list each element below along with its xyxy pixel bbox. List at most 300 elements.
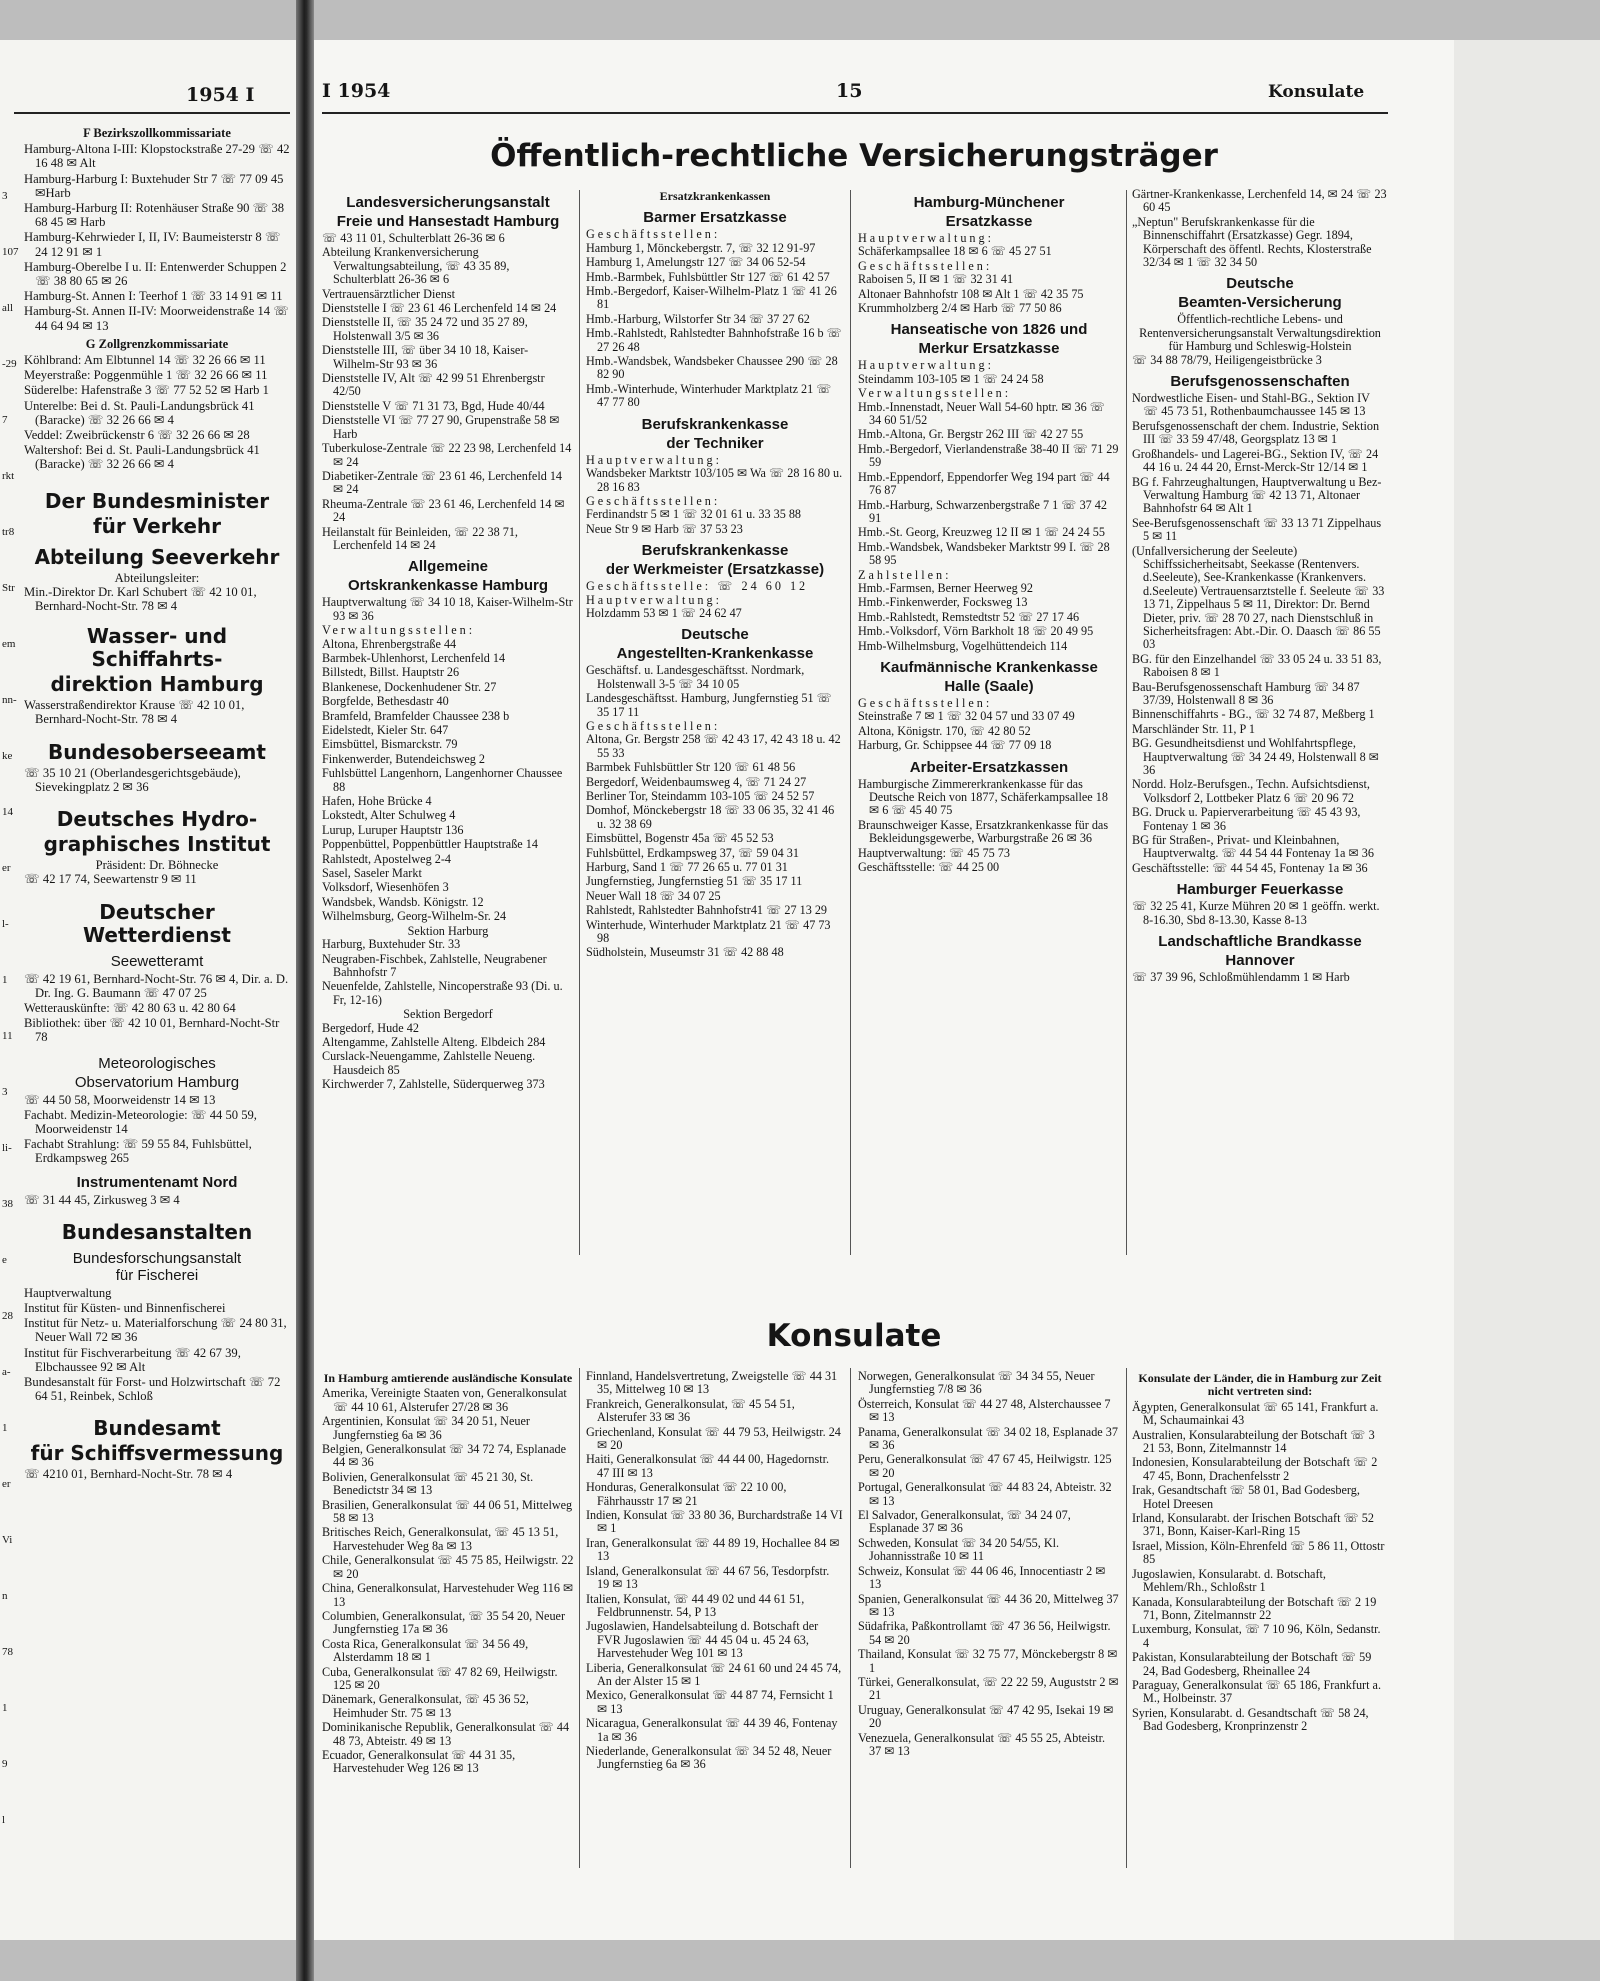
entry: Syrien, Konsularabt. d. Gesandtschaft ☏ 58 24, Bad Godesberg, Kronprinzenstr 2: [1132, 1705, 1369, 1734]
column-rule: [1126, 190, 1127, 1255]
entry: (Unfallversicherung der Seeleute) Schiffssicherheitsabt, Seekasse (Rentenvers. d.Seeleute), See-Krankenkasse (Krankenvers. d.Seeleute) Vertrauensarztstelle f. Seeleute ☏ 33 13 71, Zippelhaus 5 ✉ 11, Direktor: Dr. Bernd Dieter, priv. ☏ 28 70 27, nach Dienstschluß in Sicherheitsfragen: Abt.-Dir. O. Daasch ☏ 86 55 03: [1132, 543, 1385, 652]
entry: Fachabt. Medizin-Meteorologie: ☏ 44 50 59, Moorweidenstr 14: [24, 1107, 257, 1136]
entry: Landesgeschäftsst. Hamburg, Jungfernstieg 51 ☏ 35 17 11: [586, 691, 832, 719]
entry: Gärtner-Krankenkasse, Lerchenfeld 14, ✉ 24 ☏ 23 60 45: [1132, 187, 1387, 215]
entry: Institut für Netz- u. Materialforschung ☏ 24 80 31, Neuer Wall 72 ✉ 36: [24, 1316, 287, 1345]
edge-mark: 14: [2, 806, 13, 818]
entry: Frankreich, Generalkonsulat, ☏ 45 54 51, Alsterufer 33 ✉ 36: [586, 1396, 795, 1425]
entry: Südafrika, Paßkontrollamt ☏ 47 36 56, Heilwigstr. 54 ✉ 20: [858, 1619, 1111, 1647]
entry: Neue Str 9 ✉ Harb ☏ 37 53 23: [586, 521, 743, 536]
entry: Finkenwerder, Butendeichsweg 2: [322, 751, 485, 766]
entry: Institut für Fischverarbeitung ☏ 42 67 39, Elbchaussee 92 ✉ Alt: [24, 1345, 241, 1374]
entry: Irland, Konsularabt. der Irischen Botschaft ☏ 52 371, Bonn, Kaiser-Karl-Ring 15: [1132, 1511, 1374, 1539]
edge-mark: Str: [2, 582, 15, 594]
edge-mark: a-: [2, 1366, 11, 1378]
entry: Veddel: Zweibrückenstr 6 ☏ 32 26 66 ✉ 28: [24, 428, 250, 443]
left-page-header: 1954 I: [186, 84, 255, 106]
page-number: 15: [836, 80, 863, 102]
section-heading: Beamten-Versicherung: [1178, 294, 1342, 312]
konsulate-column-3: [858, 1370, 1120, 1759]
entry: Haiti, Generalkonsulat ☏ 44 44 00, Hagedornstr. 47 III ✉ 13: [586, 1452, 830, 1480]
entry: Indien, Konsulat ☏ 33 80 36, Burchardstraße 14 VI ✉ 1: [586, 1508, 843, 1536]
section-heading: Hannover: [1225, 952, 1295, 970]
entry: ☏ 4210 01, Bernhard-Nocht-Str. 78 ✉ 4: [24, 1467, 233, 1482]
entry: Hmb.-Winterhude, Winterhuder Marktplatz 21 ☏ 47 77 80: [586, 381, 832, 410]
entry: Harburg, Buxtehuder Str. 33: [322, 937, 461, 952]
entry: See-Berufsgenossenschaft ☏ 33 13 71 Zippelhaus 5 ✉ 11: [1132, 515, 1382, 544]
right-page: [314, 40, 1454, 1940]
subtitle: Bundesforschungsanstalt: [72, 1249, 242, 1267]
entry: Hamburg-Harburg I: Buxtehuder Str 7 ☏ 77 09 45 ✉Harb: [24, 171, 284, 200]
entry: Dienststelle IV, Alt ☏ 42 99 51 Ehrenbergstr 42/50: [322, 371, 545, 399]
centered-line: Sektion Harburg: [407, 923, 489, 938]
column-rule: [850, 1368, 851, 1868]
edge-mark: 38: [2, 1198, 13, 1210]
spaced-label: Hauptverwaltung:: [858, 358, 994, 373]
column-rule: [579, 190, 580, 1255]
entry: Harburg, Gr. Schippsee 44 ☏ 77 09 18: [858, 738, 1052, 753]
entry: Unterelbe: Bei d. St. Pauli-Landungsbrück 41 (Baracke) ☏ 32 26 66 ✉ 4: [24, 398, 255, 427]
entry: Ägypten, Generalkonsulat ☏ 65 141, Frankfurt a. M, Schaumainkai 43: [1132, 1399, 1379, 1428]
entry: Hmb.-Eppendorf, Eppendorfer Weg 194 part ☏ 44 76 87: [858, 469, 1110, 498]
konsulate-column-4: [1132, 1370, 1388, 1735]
entry: Belgien, Generalkonsulat ☏ 34 72 74, Esplanade 44 ✉ 36: [322, 1442, 567, 1470]
insurers-column-3: [858, 188, 1120, 875]
entry: Altona, Ehrenbergstraße 44: [322, 636, 457, 651]
entry: Bau-Berufsgenossenschaft Hamburg ☏ 34 87 37/39, Holstenwall 8 ✉ 36: [1132, 679, 1360, 707]
entry: Hmb.-Wandsbek, Wandsbeker Chaussee 290 ☏ 28 82 90: [586, 354, 838, 382]
edge-mark: 1: [2, 1702, 8, 1714]
entry: ☏ 37 39 96, Schloßmühlendamm 1 ✉ Harb: [1132, 970, 1350, 985]
section-heading: Landschaftliche Brandkasse: [1158, 933, 1362, 951]
entry: El Salvador, Generalkonsulat, ☏ 34 24 07, Esplanade 37 ✉ 36: [858, 1508, 1071, 1536]
entry: Hmb.-Barmbek, Fuhlsbüttler Str 127 ☏ 61 42 57: [586, 269, 830, 284]
entry: Dienststelle I ☏ 23 61 46 Lerchenfeld 14 ✉ 24: [322, 301, 557, 316]
entry: Australien, Konsularabteilung der Botschaft ☏ 3 21 53, Bonn, Zitelmannstr 14: [1132, 1427, 1375, 1456]
spaced-label: Geschäftsstellen:: [586, 718, 721, 733]
section-subheading: In Hamburg amtierende ausländische Konsulate: [323, 1371, 573, 1385]
entry: Venezuela, Generalkonsulat ☏ 45 55 25, Abteistr. 37 ✉ 13: [858, 1730, 1106, 1758]
entry: Bramfeld, Bramfelder Chaussee 238 b: [322, 708, 510, 723]
entry: Cuba, Generalkonsulat ☏ 47 82 69, Heilwigstr. 125 ✉ 20: [322, 1664, 558, 1692]
entry: Heilanstalt für Beinleiden, ☏ 22 38 71, Lerchenfeld 14 ✉ 24: [322, 524, 518, 552]
entry: Süderelbe: Hafenstraße 3 ☏ 77 52 52 ✉ Harb 1: [24, 383, 269, 398]
entry: Hamburgische Zimmererkrankenkasse für das Deutsche Reich von 1877, Schäferkampsallee 18 ✉ 6 ☏ 45 40 75: [858, 776, 1108, 818]
entry: Geschäftsf. u. Landesgeschäftsst. Nordmark, Holstenwall 3-5 ☏ 34 10 05: [586, 663, 805, 691]
section-heading: direktion Hamburg: [50, 672, 264, 697]
entry: Irak, Gesandtschaft ☏ 58 01, Bad Godesberg, Hotel Dreesen: [1132, 1483, 1360, 1511]
edge-mark: 1: [2, 1422, 8, 1434]
centered-line: Sektion Bergedorf: [403, 1007, 493, 1022]
entry: Min.-Direktor Dr. Karl Schubert ☏ 42 10 01, Bernhard-Nocht-Str. 78 ✉ 4: [24, 584, 257, 614]
left-page-column: [24, 122, 290, 1483]
edge-mark: Vi: [2, 1534, 13, 1546]
entry: Hmb.-Bergedorf, Kaiser-Wilhelm-Platz 1 ☏ 41 26 81: [586, 284, 837, 312]
section-heading: Hamburger Feuerkasse: [1176, 881, 1344, 899]
spaced-label: Verwaltungsstellen:: [322, 623, 476, 638]
entry: Lokstedt, Alter Schulweg 4: [322, 808, 456, 823]
entry: Wandsbeker Marktstr 103/105 ✉ Wa ☏ 28 16 80 u. 28 16 83: [586, 466, 843, 494]
entry: Pakistan, Konsularabteilung der Botschaft ☏ 59 24, Bad Godesberg, Rheinallee 24: [1132, 1650, 1372, 1678]
entry: Bergedorf, Weidenbaumsweg 4, ☏ 71 24 27: [586, 774, 807, 789]
entry: Rahlstedt, Rahlstedter Bahnhofstr41 ☏ 27 13 29: [586, 903, 828, 918]
entry: ☏ 44 50 58, Moorweidenstr 14 ✉ 13: [24, 1092, 216, 1107]
edge-mark: all: [2, 302, 13, 314]
entry: China, Generalkonsulat, Harvestehuder Weg 116 ✉ 13: [322, 1581, 574, 1609]
edge-mark: 3: [2, 1086, 8, 1098]
edge-mark: nn-: [2, 694, 17, 706]
edge-mark: rkt: [2, 470, 15, 482]
edge-mark: l-: [2, 918, 9, 930]
spaced-label: Geschäftsstellen:: [586, 493, 721, 508]
entry: Hmb.-Wandsbek, Wandsbeker Marktstr 99 I. ☏ 28 58 95: [858, 539, 1110, 568]
entry: Meyerstraße: Poggenmühle 1 ☏ 32 26 66 ✉ 11: [24, 368, 268, 383]
entry: Schweden, Konsulat ☏ 34 20 54/55, Kl. Johannisstraße 10 ✉ 11: [858, 1535, 1060, 1564]
entry: Berliner Tor, Steindamm 103-105 ☏ 24 52 57: [586, 789, 815, 803]
entry: Steinstraße 7 ✉ 1 ☏ 32 04 57 und 33 07 49: [858, 709, 1075, 724]
entry: Hamburg 1, Mönckebergstr. 7, ☏ 32 12 91-97: [586, 240, 816, 255]
entry: Finnland, Handelsvertretung, Zweigstelle ☏ 44 31 35, Mittelweg 10 ✉ 13: [586, 1369, 838, 1397]
entry: Sasel, Saseler Markt: [322, 866, 422, 881]
entry: Hauptverwaltung: [24, 1285, 112, 1300]
entry: Panama, Generalkonsulat ☏ 34 02 18, Esplanade 37 ✉ 36: [858, 1424, 1118, 1453]
entry: Kirchwerder 7, Zahlstelle, Süderquerweg 373: [322, 1077, 545, 1092]
entry: BG für Straßen-, Privat- und Kleinbahnen, Hauptverwaltg. ☏ 44 54 44 Fontenay 1a ✉ 36: [1132, 833, 1374, 861]
entry: Binnenschiffahrts - BG., ☏ 32 74 87, Meßberg 1: [1132, 707, 1375, 722]
entry: Hamburg 1, Amelungstr 127 ☏ 34 06 52-54: [586, 255, 806, 270]
entry: Hmb.-Finkenwerder, Focksweg 13: [858, 595, 1028, 610]
entry: Dienststelle V ☏ 71 31 73, Bgd, Hude 40/44: [322, 398, 545, 413]
section-heading: Deutsche: [681, 626, 749, 644]
edge-mark: n: [2, 1590, 8, 1602]
entry: Dienststelle III, ☏ über 34 10 18, Kaiser-Wilhelm-Str 93 ✉ 36: [322, 343, 529, 371]
section-heading: Deutsches Hydro-: [56, 807, 258, 832]
section-heading: für Verkehr: [92, 513, 221, 538]
section-heading: graphisches Institut: [43, 832, 271, 857]
entry: Blankenese, Dockenhudener Str. 27: [322, 679, 497, 694]
entry: Hafen, Hohe Brücke 4: [322, 794, 432, 809]
edge-mark: er: [2, 862, 11, 874]
entry: Neuer Wall 18 ☏ 34 07 25: [586, 888, 721, 903]
spaced-label: Geschäftsstelle: ☏ 24 60 12: [586, 579, 809, 594]
entry: Braunschweiger Kasse, Ersatzkrankenkasse für das Bekleidungsgewerbe, Warburgstraße 26 ✉ 36: [858, 817, 1109, 846]
entry: Hamburg-Altona I-III: Klopstockstraße 27-29 ☏ 42 16 48 ✉ Alt: [24, 142, 290, 171]
entry: Dienststelle II, ☏ 35 24 72 und 35 27 89, Holstenwall 3/5 ✉ 36: [322, 315, 528, 343]
edge-mark: 11: [2, 1030, 13, 1042]
entry: Geschäftsstelle: ☏ 44 54 45, Fontenay 1a ✉ 36: [1132, 860, 1368, 875]
entry: Barmbek Fuhlsbüttler Str 120 ☏ 61 48 56: [586, 760, 796, 775]
section-heading: Meteorologisches: [98, 1054, 216, 1072]
subtitle: Präsident: Dr. Böhnecke: [95, 858, 219, 873]
entry: Hmb.-Volksdorf, Vörn Barkholt 18 ☏ 20 49 95: [858, 624, 1094, 639]
spaced-label: Hauptverwaltung:: [858, 231, 994, 245]
entry: Columbien, Generalkonsulat, ☏ 35 54 20, Neuer Jungfernstieg 17a ✉ 36: [322, 1608, 566, 1637]
column-rule: [850, 190, 851, 1255]
section-heading: der Techniker: [666, 434, 764, 452]
entry: Eimsbüttel, Bogenstr 45a ☏ 45 52 53: [586, 831, 774, 846]
entry: Krummholzberg 2/4 ✉ Harb ☏ 77 50 86: [858, 301, 1062, 316]
section-heading: der Werkmeister (Ersatzkasse): [605, 561, 825, 579]
entry: Costa Rica, Generalkonsulat ☏ 34 56 49, Alsterdamm 18 ✉ 1: [322, 1636, 529, 1665]
entry: Dominikanische Republik, Generalkonsulat ☏ 44 48 73, Abteistr. 49 ✉ 13: [322, 1720, 570, 1748]
entry: Tuberkulose-Zentrale ☏ 22 23 98, Lerchenfeld 14 ✉ 24: [322, 441, 572, 469]
entry: BG. Druck u. Papierverarbeitung ☏ 45 43 93, Fontenay 1 ✉ 36: [1132, 805, 1361, 833]
edge-mark: e: [2, 1254, 7, 1266]
entry: Italien, Konsulat, ☏ 44 49 02 und 44 61 51, Feldbrunnenstr. 54, P 13: [586, 1591, 805, 1619]
konsulate-title: Konsulate: [766, 1318, 942, 1354]
section-heading: Berufskrankenkasse: [641, 542, 789, 560]
edge-mark: l: [2, 1814, 6, 1826]
entry: Portugal, Generalkonsulat ☏ 44 83 24, Abteistr. 32 ✉ 13: [858, 1480, 1112, 1508]
section-heading: Arbeiter-Ersatzkassen: [909, 758, 1069, 776]
entry: Altonaer Bahnhofstr 108 ✉ Alt 1 ☏ 42 35 75: [858, 286, 1084, 301]
entry: „Neptun" Berufskrankenkasse für die Binnenschiffahrt (Ersatzkasse) Gegr. 1894, Körperschaft des öffentl. Rechts, Klosterstraße 32/34 ✉ 1 ☏ 32 34 50: [1132, 214, 1372, 270]
entry: Liberia, Generalkonsulat ☏ 24 61 60 und 24 45 74, An der Alster 15 ✉ 1: [586, 1660, 842, 1688]
entry: Neugraben-Fischbek, Zahlstelle, Neugrabener Bahnhofstr 7: [322, 951, 547, 979]
entry: Ferdinandstr 5 ✉ 1 ☏ 32 01 61 u. 33 35 88: [586, 507, 802, 522]
section-heading: Hamburg-Münchener: [913, 194, 1065, 211]
entry: Marschländer Str. 11, P 1: [1132, 721, 1255, 736]
edge-mark: 107: [2, 246, 19, 258]
entry: Uruguay, Generalkonsulat ☏ 47 42 95, Isekai 19 ✉ 20: [858, 1702, 1114, 1731]
section-heading: Berufsgenossenschaften: [1170, 373, 1350, 391]
entry: Hamburg-St. Annen II-IV: Moorweidenstraße 14 ☏ 44 64 94 ✉ 13: [24, 304, 290, 333]
konsulate-column-2: [586, 1370, 844, 1773]
entry: ☏ 42 19 61, Bernhard-Nocht-Str. 76 ✉ 4, Dir. a. D. Dr. Ing. G. Baumann ☏ 47 07 25: [24, 971, 289, 1000]
entry: BG f. Fahrzeughaltungen, Hauptverwaltung u Bez-Verwaltung Hamburg ☏ 42 13 71, Altonaer Bahnhofstr 64 ✉ Alt 1: [1132, 474, 1382, 516]
spaced-label: Geschäftsstellen:: [858, 695, 993, 710]
spaced-label: Hauptverwaltung:: [586, 592, 722, 607]
section-subheading: Ersatzkrankenkassen: [659, 189, 771, 203]
edge-mark: li-: [2, 1142, 12, 1154]
spaced-label: Verwaltungsstellen:: [858, 386, 1012, 401]
header-rule: [322, 112, 1388, 114]
entry: Kanada, Konsularabteilung der Botschaft ☏ 2 19 71, Bonn, Zitelmannstr 22: [1132, 1594, 1377, 1622]
entry: Indonesien, Konsularabteilung der Botschaft ☏ 2 47 45, Bonn, Drachenfelsstr 2: [1132, 1455, 1378, 1483]
entry: ☏ 42 17 74, Seewartenstr 9 ✉ 11: [24, 872, 197, 887]
left-page: [0, 40, 296, 1940]
entry: Eidelstedt, Kieler Str. 647: [322, 723, 449, 737]
entry: Abteilung Krankenversicherung Verwaltungsabteilung, ☏ 43 35 89, Schulterblatt 26-36 ✉ 6: [322, 245, 510, 287]
entry: ☏ 34 88 78/79, Heiligengeistbrücke 3: [1132, 352, 1322, 367]
entry: Nordd. Holz-Berufsgen., Techn. Aufsichtsdienst, Volksdorf 2, Lottbeker Platz 6 ☏ 20 96 72: [1132, 777, 1370, 805]
section-heading: Bundesoberseeamt: [48, 739, 266, 764]
entry: Altona, Gr. Bergstr 258 ☏ 42 43 17, 42 43 18 u. 42 55 33: [586, 732, 841, 760]
entry: Hmb.-Innenstadt, Neuer Wall 54-60 hptr. ✉ 36 ☏ 34 60 51/52: [858, 399, 1105, 428]
insurers-column-1: [322, 188, 574, 1093]
entry: Neuenfelde, Zahlstelle, Nincoperstraße 93 (Di. u. Fr, 12-16): [322, 979, 563, 1007]
subtitle: Abteilungsleiter:: [114, 570, 200, 585]
entry: Lurup, Luruper Hauptstr 136: [322, 822, 464, 837]
insurers-column-4: [1132, 188, 1388, 986]
entry: Hmb.-St. Georg, Kreuzweg 12 II ✉ 1 ☏ 24 24 55: [858, 525, 1105, 540]
entry: Hmb.-Farmsen, Berner Heerweg 92: [858, 580, 1033, 595]
entry: Rheuma-Zentrale ☏ 23 61 46, Lerchenfeld 14 ✉ 24: [322, 496, 565, 525]
main-title: Öffentlich-rechtliche Versicherungsträger: [490, 138, 1218, 174]
section-heading: Wasser- und Schiffahrts-: [86, 624, 228, 672]
entry: Luxemburg, Konsulat, ☏ 7 10 96, Köln, Sedanstr. 4: [1132, 1622, 1381, 1650]
entry: Altengamme, Zahlstelle Alteng. Elbdeich 284: [322, 1034, 546, 1049]
entry: Eimsbüttel, Bismarckstr. 79: [322, 737, 458, 752]
edge-marks: [2, 190, 19, 1870]
entry: Hauptverwaltung: ☏ 45 75 73: [858, 845, 1010, 860]
entry: Institut für Küsten- und Binnenfischerei: [24, 1300, 226, 1315]
entry: Vertrauensärztlicher Dienst: [322, 286, 455, 301]
entry: Fachabt Strahlung: ☏ 59 55 84, Fuhlsbüttel, Erdkampsweg 265: [24, 1137, 252, 1166]
book-gutter: [296, 0, 314, 1981]
entry: Thailand, Konsulat ☏ 32 75 77, Mönckebergstr 8 ✉ 1: [858, 1647, 1118, 1675]
edge-mark: 7: [2, 414, 8, 426]
entry: Jungfernstieg, Jungfernstieg 51 ☏ 35 17 11: [586, 874, 803, 889]
entry: ☏ 32 25 41, Kurze Mühren 20 ✉ 1 geöffn. werkt. 8-16.30, Sbd 8-13.30, Kasse 8-13: [1132, 899, 1380, 927]
section-heading: Der Bundesminister: [44, 488, 270, 513]
entry: Rahlstedt, Apostelweg 2-4: [322, 851, 451, 866]
section-subheading: Konsulate der Länder, die in Hamburg zur Zeit nicht vertreten sind:: [1138, 1371, 1382, 1399]
section-heading: Berufskrankenkasse: [641, 415, 789, 433]
scanner-background: [1454, 40, 1600, 1940]
section-heading: Bundesamt: [93, 1416, 221, 1441]
edge-mark: er: [2, 1478, 11, 1490]
entry: Poppenbüttel, Poppenbüttler Hauptstraße 14: [322, 837, 538, 852]
section-heading: Landesversicherungsanstalt: [346, 194, 550, 211]
header-rule: [14, 112, 290, 114]
entry: Österreich, Konsulat ☏ 44 27 48, Alsterchaussee 7 ✉ 13: [858, 1396, 1111, 1425]
entry: Billstedt, Billst. Hauptstr 26: [322, 665, 460, 680]
section-heading: Deutsche: [1226, 275, 1294, 293]
entry: Hamburg-St. Annen I: Teerhof 1 ☏ 33 14 91 ✉ 11: [24, 289, 283, 304]
entry: Borgfelde, Bethesdastr 40: [322, 694, 449, 709]
entry: Hamburg-Kehrwieder I, II, IV: Baumeisterstr 8 ☏ 24 12 91 ✉ 1: [24, 230, 281, 259]
entry: Barmbek-Uhlenhorst, Lerchenfeld 14: [322, 650, 506, 665]
section-heading: Abteilung Seeverkehr: [34, 544, 280, 569]
entry: Paraguay, Generalkonsulat ☏ 65 186, Frankfurt a. M., Holbeinstr. 37: [1132, 1677, 1381, 1706]
entry: Dänemark, Generalkonsulat, ☏ 45 36 52, Heimhuder Str. 75 ✉ 13: [322, 1692, 529, 1720]
entry: Geschäftsstelle: ☏ 44 25 00: [858, 860, 1000, 875]
entry: Norwegen, Generalkonsulat ☏ 34 34 55, Neuer Jungfernstieg 7/8 ✉ 36: [858, 1369, 1095, 1397]
section-heading: Freie und Hansestadt Hamburg: [336, 213, 560, 230]
entry: Hmb.-Rahlstedt, Remstedtstr 52 ☏ 27 17 46: [858, 609, 1080, 624]
section-heading: Observatorium Hamburg: [74, 1073, 240, 1091]
entry: Hmb.-Harburg, Schwarzenbergstraße 7 1 ☏ 37 42 91: [858, 497, 1107, 525]
section-heading: F Bezirkszollkommissariate: [83, 126, 231, 140]
entry: Iran, Generalkonsulat ☏ 44 89 19, Hochallee 84 ✉ 13: [586, 1535, 840, 1564]
entry: BG. Gesundheitsdienst und Wohlfahrtspflege, Hauptverwaltung ☏ 34 24 49, Holstenwall 8 ✉ 36: [1132, 736, 1379, 778]
entry: Harburg, Sand 1 ☏ 77 26 65 u. 77 01 31: [586, 860, 788, 875]
entry: Hamburg-Oberelbe I u. II: Entenwerder Schuppen 2 ☏ 38 80 65 ✉ 26: [24, 259, 287, 289]
entry: Island, Generalkonsulat ☏ 44 67 56, Tesdorpfstr. 19 ✉ 13: [586, 1563, 830, 1592]
edge-mark: 28: [2, 1310, 13, 1322]
entry: Amerika, Vereinigte Staaten von, Generalkonsulat ☏ 44 10 61, Alsterufer 27/28 ✉ 36: [322, 1386, 567, 1414]
section-heading: Kaufmännische Krankenkasse: [880, 658, 1098, 676]
entry: BG. für den Einzelhandel ☏ 33 05 24 u. 33 51 83, Raboisen 8 ✉ 1: [1132, 651, 1382, 680]
entry: Bergedorf, Hude 42: [322, 1020, 419, 1035]
entry: Hamburg-Harburg II: Rotenhäuser Straße 90 ☏ 38 68 45 ✉ Harb: [24, 201, 285, 230]
section-heading: Angestellten-Krankenkasse: [616, 645, 814, 663]
entry: Volksdorf, Wiesenhöfen 3: [322, 880, 449, 895]
right-page-header-left: I 1954: [322, 80, 391, 102]
right-page-header-right: Konsulate: [1268, 82, 1365, 102]
entry: Fuhlsbüttel Langenhorn, Langenhorner Chaussee 88: [322, 766, 563, 794]
entry: Holzdamm 53 ✉ 1 ☏ 24 62 47: [586, 605, 742, 620]
entry: Türkei, Generalkonsulat, ☏ 22 22 59, Auguststr 2 ✉ 21: [858, 1674, 1119, 1703]
entry: Berufsgenossenschaft der chem. Industrie, Sektion III ☏ 33 59 47/48, Georgsplatz 13 ✉ 1: [1132, 418, 1380, 447]
entry: Diabetiker-Zentrale ☏ 23 61 46, Lerchenfeld 14 ✉ 24: [322, 468, 563, 497]
entry: Großhandels- und Lagerei-BG., Sektion IV, ☏ 24 44 16 u. 24 44 20, Ernst-Merck-Str 12/14 ✉ 1: [1132, 446, 1379, 475]
entry: Schäferkampsallee 18 ✉ 6 ☏ 45 27 51: [858, 244, 1052, 259]
section-heading: Ortskrankenkasse Hamburg: [347, 577, 549, 595]
column-rule: [579, 1368, 580, 1868]
column-rule: [1126, 1368, 1127, 1868]
section-heading: G Zollgrenzkommissariate: [85, 336, 229, 351]
spaced-label: Hauptverwaltung:: [586, 452, 722, 467]
entry: Spanien, Generalkonsulat ☏ 44 36 20, Mittelweg 37 ✉ 13: [858, 1591, 1119, 1619]
entry: Südholstein, Museumstr 31 ☏ 42 88 48: [586, 945, 784, 960]
entry: Curslack-Neuengamme, Zahlstelle Neueng. Hausdeich 85: [322, 1049, 536, 1077]
entry: Argentinien, Konsulat ☏ 34 20 51, Neuer Jungfernstieg 6a ✉ 36: [322, 1414, 530, 1442]
konsulate-column-1: [322, 1370, 574, 1777]
edge-mark: -29: [2, 358, 17, 370]
section-heading: Allgemeine: [407, 558, 489, 576]
spaced-label: Geschäftsstellen:: [586, 227, 721, 242]
entry: Wetterauskünfte: ☏ 42 80 63 u. 42 80 64: [24, 1000, 236, 1015]
entry: Bundesanstalt für Forst- und Holzwirtschaft ☏ 72 64 51, Reinbek, Schloß: [24, 1374, 281, 1404]
entry: Köhlbrand: Am Elbtunnel 14 ☏ 32 26 66 ✉ 11: [24, 353, 266, 368]
section-heading: Ersatzkasse: [945, 213, 1033, 230]
entry: Britisches Reich, Generalkonsulat, ☏ 45 13 51, Harvestehuder Weg 8a ✉ 13: [322, 1525, 559, 1553]
entry: Hmb.-Altona, Gr. Bergstr 262 III ☏ 42 27 55: [858, 427, 1084, 442]
section-heading: Instrumentenamt Nord: [76, 1173, 238, 1191]
entry: Steindamm 103-105 ✉ 1 ☏ 24 24 58: [858, 371, 1044, 386]
entry: Hmb.-Harburg, Wilstorfer Str 34 ☏ 37 27 62: [586, 311, 810, 326]
entry: Winterhude, Winterhuder Marktplatz 21 ☏ 47 73 98: [586, 917, 831, 946]
edge-mark: tr8: [2, 526, 15, 538]
entry: Nicaragua, Generalkonsulat ☏ 44 39 46, Fontenay 1a ✉ 36: [586, 1716, 838, 1744]
entry: Brasilien, Generalkonsulat ☏ 44 06 51, Mittelweg 58 ✉ 13: [322, 1497, 573, 1526]
entry: ☏ 43 11 01, Schulterblatt 26-36 ✉ 6: [322, 231, 505, 245]
entry: Hmb-Wilhelmsburg, Vogelhüttendeich 114: [858, 638, 1068, 653]
entry: Nordwestliche Eisen- und Stahl-BG., Sektion IV ☏ 45 73 51, Rothenbaumchaussee 145 ✉ 13: [1132, 391, 1370, 419]
section-heading: für Schiffsvermessung: [30, 1441, 284, 1466]
section-heading: Hanseatische von 1826 und: [890, 321, 1088, 339]
entry: Waltershof: Bei d. St. Pauli-Landungsbrück 41 (Baracke) ☏ 32 26 66 ✉ 4: [24, 443, 260, 472]
edge-mark: 1: [2, 974, 8, 986]
section-heading: Bundesanstalten: [61, 1219, 253, 1244]
entry: Altona, Königstr. 170, ☏ 42 80 52: [858, 723, 1031, 738]
entry: Schweiz, Konsulat ☏ 44 06 46, Innocentiastr 2 ✉ 13: [858, 1563, 1106, 1592]
entry: Hmb.-Bergedorf, Vierlandenstraße 38-40 II ☏ 71 29 59: [858, 441, 1119, 470]
entry: Honduras, Generalkonsulat ☏ 22 10 00, Fährhausstr 17 ✉ 21: [586, 1480, 787, 1508]
edge-mark: 78: [2, 1646, 13, 1658]
entry: Chile, Generalkonsulat ☏ 45 75 85, Heilwigstr. 22 ✉ 20: [322, 1553, 574, 1581]
insurers-column-2: [586, 188, 844, 961]
edge-mark: ke: [2, 750, 13, 762]
section-heading: Merkur Ersatzkasse: [918, 340, 1060, 358]
entry: Israel, Mission, Köln-Ehrenfeld ☏ 5 86 11, Ottostr 85: [1132, 1538, 1385, 1567]
entry: Griechenland, Konsulat ☏ 44 79 53, Heilwigstr. 24 ✉ 20: [586, 1424, 841, 1453]
edge-mark: 9: [2, 1758, 8, 1770]
section-heading: Halle (Saale): [944, 677, 1034, 695]
spaced-label: Geschäftsstellen:: [858, 258, 993, 273]
entry: Wasserstraßendirektor Krause ☏ 42 10 01, Bernhard-Nocht-Str. 78 ✉ 4: [24, 698, 245, 727]
entry: Domhof, Mönckebergstr 18 ☏ 33 06 35, 32 41 46 u. 32 38 69: [586, 803, 835, 831]
section-heading: Deutscher Wetterdienst: [83, 899, 231, 947]
subtitle: Seewetteramt: [110, 952, 204, 970]
entry: Jugoslawien, Handelsabteilung d. Botschaft der FVR Jugoslawien ☏ 44 45 04 u. 45 24 63, Harvestehuder Weg 101 ✉ 13: [586, 1619, 819, 1661]
subtitle: für Fischerei: [115, 1266, 199, 1284]
entry: Raboisen 5, II ✉ 1 ☏ 32 31 41: [858, 272, 1014, 287]
section-heading: Barmer Ersatzkasse: [643, 209, 787, 227]
entry: Hauptverwaltung ☏ 34 10 18, Kaiser-Wilhelm-Str 93 ✉ 36: [322, 595, 573, 623]
